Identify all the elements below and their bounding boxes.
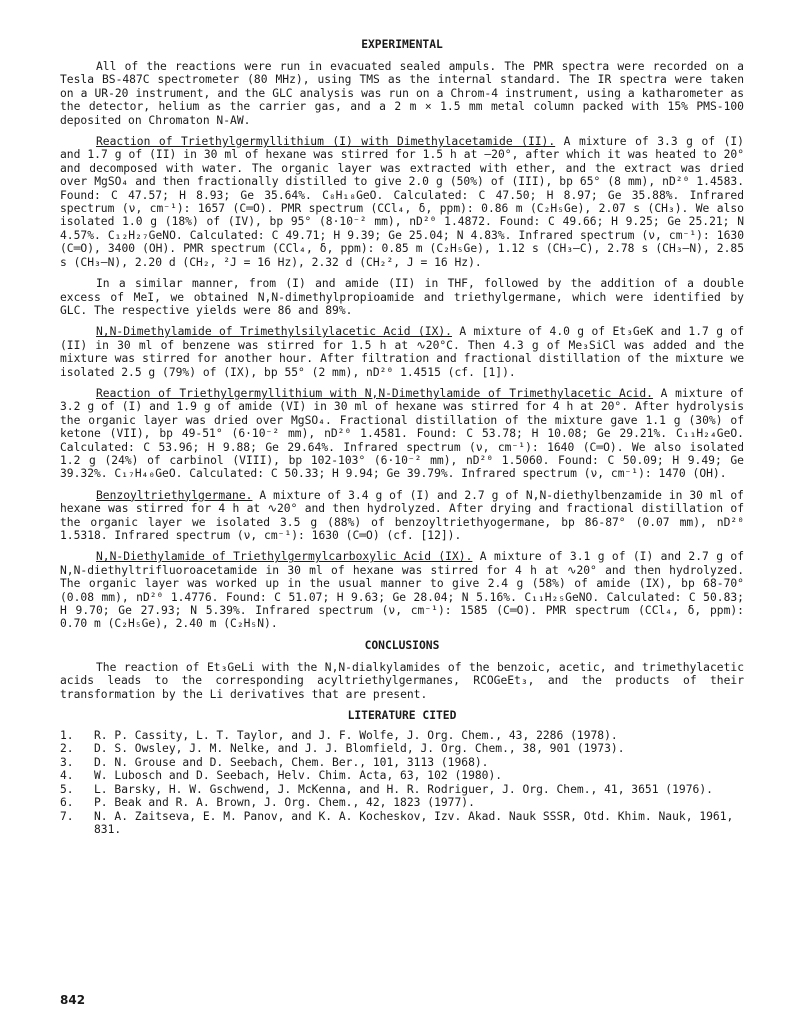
reference-item xyxy=(60,769,744,782)
conclusions-heading: CONCLUSIONS xyxy=(364,638,440,652)
reference-text: P. Beak and R. A. Brown, J. Org. Chem., 42, 1823 (1977). xyxy=(94,796,475,810)
reaction-ii-body: A mixture of 3.3 g of (I) and 1.7 g of (II) in 30 ml of hexane was stirred for 1.5 h at –20°, after which it was heated to 20° and decomposed with water. The organic layer was extracted with ether, and the extract was dried over MgSO₄ and then fractionally distilled to give 2.0 g (50%) of (III), bp 65° (8 mm), nD²⁰ 1.4583. Found: C 47.57; H 8.93; Ge 35.64%. C₈H₁₈GeO. Calculated: C 47.50; H 8.97; Ge 35.88%. Infrared spectrum (ν, cm⁻¹): 1657 (C═O). PMR spectrum (CCl₄, δ, ppm): 0.86 m (C₂H₅Ge), 2.07 s (CH₃). We also isolated 1.0 g (18%) of (IV), bp 95° (8·10⁻² mm), nD²⁰ 1.4872. Found: C 49.66; H 9.25; Ge 25.21; N 4.57%. C₁₂H₂₇GeNO. Calculated: C 49.71; H 9.39; Ge 25.04; N 4.83%. Infrared spectrum (ν, cm⁻¹): 1630 (C═O), 3400 (OH). PMR spectrum (CCl₄, δ, ppm): 0.85 m (C₂H₅Ge), 1.12 s (CH₃–C), 2.78 s (CH₃–N), 2.85 s (CH₃–N), 2.20 d (CH₂, ²J = 16 Hz), 2.32 d (CH₂², J = 16 Hz). xyxy=(60,135,744,269)
experimental-heading: EXPERIMENTAL xyxy=(361,38,443,51)
reference-text: R. P. Cassity, L. T. Taylor, and J. F. Wolfe, J. Org. Chem., 43, 2286 (1978). xyxy=(94,729,618,743)
reference-text: L. Barsky, H. W. Gschwend, J. McKenna, and H. R. Rodriguer, J. Org. Chem., 41, 3651 (1976). xyxy=(94,782,713,796)
reference-list xyxy=(60,729,744,836)
reference-item xyxy=(60,756,744,769)
benzoyl-body: A mixture of 3.4 g of (I) and 2.7 g of N,N-diethylbenzamide in 30 ml of hexane was stirred for 4 h at ∿20° and then hydrolyzed. After drying and fractional distillation of the organic layer we isolated 3.5 g (88%) of benzoyltriethyogermane, bp 86-87° (0.07 mm), nD²⁰ 1.5318. Infrared spectrum (ν, cm⁻¹): 1630 (C═O) (cf. [12]). xyxy=(60,488,744,542)
reference-number: 5. xyxy=(60,782,74,796)
ix-body: A mixture of 4.0 g of Et₃GeK and 1.7 g of (II) in 30 ml of benzene was stirred for 1.5 h at ∿20°C. Then 4.3 g of Me₃SiCl was added and the mixture was stirred for another hour. After filtration and fractional distillation of the mixture we isolated 2.5 g (79%) of (IX), bp 55° (2 mm), nD²⁰ 1.4515 (cf. [1]). xyxy=(60,325,744,379)
diethyl-title: N,N-Diethylamide of Triethylgermylcarboxylic Acid (IX). xyxy=(96,550,473,564)
vi-title: Reaction of Triethylgermyllithium with N,N-Dimethylamide of Trimethylacetic Acid. xyxy=(96,386,653,400)
reference-item xyxy=(60,796,744,809)
vi-body: A mixture of 3.2 g of (I) and 1.9 g of amide (VI) in 30 ml of hexane was stirred for 4 h at 20°. After hydrolysis the organic layer was dried over MgSO₄. Fractional distillation of the mixture gave 1.1 g (30%) of ketone (VII), bp 49-51° (6·10⁻² mm), nD²⁰ 1.4581. Found: C 53.78; H 10.08; Ge 29.21%. C₁₁H₂₄GeO. Calculated: C 53.96; H 9.88; Ge 29.64%. Infrared spectrum (ν, cm⁻¹): 1640 (C═O). We also isolated 1.2 g (24%) of carbinol (VIII), bp 102-103° (6·10⁻² mm), nD²⁰ 1.5060. Found: C 50.09; H 9.49; Ge 39.32%. C₁₇H₄₀GeO. Calculated: C 50.33; H 9.94; Ge 39.79%. Infrared spectrum (ν, cm⁻¹): 1470 (OH). xyxy=(60,386,744,481)
conclusions-paragraph: The reaction of Et₃GeLi with the N,N-dialkylamides of the benzoic, acetic, and trimethylacetic acids leads to the corresponding acyltriethylgermanes, RCOGeEt₃, and the products of their transformation by the Li derivatives that are present. xyxy=(60,660,744,701)
benzoyl-paragraph xyxy=(60,489,744,543)
diethyl-paragraph xyxy=(60,550,744,630)
reference-text: D. N. Grouse and D. Seebach, Chem. Ber., 101, 3113 (1968). xyxy=(94,755,489,769)
ix-title: N,N-Dimethylamide of Trimethylsilylacetic Acid (IX). xyxy=(96,325,452,339)
similar-manner-paragraph: In a similar manner, from (I) and amide (II) in THF, followed by the addition of a double excess of MeI, we obtained N,N-dimethylpropioamide and triethylgermane, which were identified by GLC. The respective yields were 86 and 89%. xyxy=(60,277,744,317)
reference-text: W. Lubosch and D. Seebach, Helv. Chim. Acta, 63, 102 (1980). xyxy=(94,769,503,783)
reference-number: 3. xyxy=(60,755,74,769)
reference-item xyxy=(60,742,744,755)
reference-number: 7. xyxy=(60,809,74,823)
reference-number: 4. xyxy=(60,769,74,783)
reaction-ii-paragraph xyxy=(60,135,744,269)
reference-item xyxy=(60,783,744,796)
reference-number: 6. xyxy=(60,796,74,810)
diethyl-body: A mixture of 3.1 g of (I) and 2.7 g of N,N-diethyltrifluoroacetamide in 30 ml of hexane was stirred for 4 h at ∿20° and then hydrolyzed. The organic layer was worked up in the usual manner to give 2.4 g (58%) of amide (IX), bp 68-70° (0.08 mm), nD²⁰ 1.4776. Found: C 51.07; H 9.63; Ge 28.04; N 5.16%. C₁₁H₂₅GeNO. Calculated: C 50.83; H 9.70; Ge 27.93; N 5.39%. Infrared spectrum (ν, cm⁻¹): 1585 (C═O). PMR spectrum (CCl₄, δ, ppm): 0.70 m (C₂H₅Ge), 2.40 m (C₂H₅N). xyxy=(60,550,745,631)
experimental-general-paragraph: All of the reactions were run in evacuated sealed ampuls. The PMR spectra were recorded on a Tesla BS-487C spectrometer (80 MHz), using TMS as the internal standard. The IR spectra were taken on a UR-20 instrument, and the GLC analysis was run on a Chrom-4 instrument, using a katharometer as the detector, helium as the carrier gas, and a 2 m × 1.5 mm metal column packed with 15% PMS-100 deposited on Chromaton N-AW. xyxy=(60,60,744,127)
reference-item xyxy=(60,729,744,742)
reaction-ii-title: Reaction of Triethylgermyllithium (I) with Dimethylacetamide (II). xyxy=(96,135,556,149)
reference-text: D. S. Owsley, J. M. Nelke, and J. J. Blomfield, J. Org. Chem., 38, 901 (1973). xyxy=(94,742,625,756)
reference-text: N. A. Zaitseva, E. M. Panov, and K. A. Kocheskov, Izv. Akad. Nauk SSSR, Otd. Khim. Nauk, 1961, 831. xyxy=(94,809,734,836)
benzoyl-title: Benzoyltriethylgermane. xyxy=(96,488,253,502)
reference-item xyxy=(60,810,744,837)
page-number: 842 xyxy=(60,993,86,1007)
literature-heading: LITERATURE CITED xyxy=(347,709,457,723)
reference-number: 1. xyxy=(60,729,74,743)
vi-paragraph xyxy=(60,387,744,481)
ix-paragraph xyxy=(60,325,744,379)
paper-page xyxy=(60,38,744,836)
reference-number: 2. xyxy=(60,742,74,756)
